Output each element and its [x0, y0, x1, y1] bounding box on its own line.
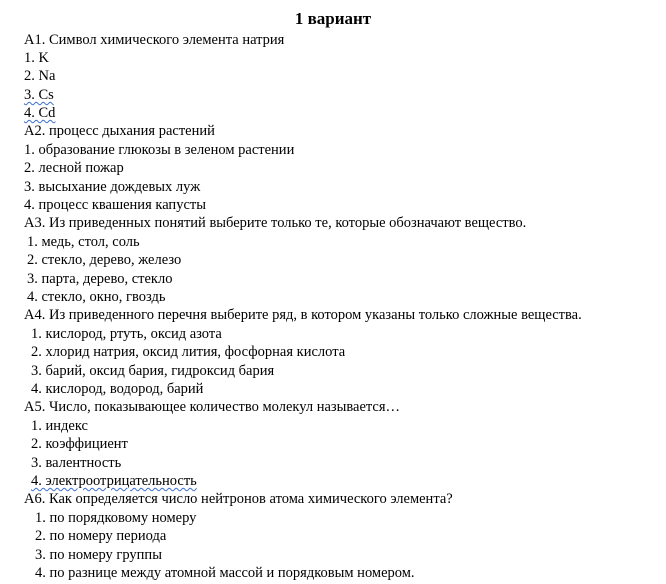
question-a4: А4. Из приведенного перечня выберите ряд, в котором указаны только сложные вещества.: [24, 307, 582, 323]
a6-option-3: 3. по номеру группы: [35, 547, 162, 563]
a6-option-1: 1. по порядковому номеру: [35, 510, 197, 526]
a5-option-3: 3. валентность: [31, 455, 122, 471]
a3-option-4: 4. стекло, окно, гвоздь: [27, 289, 166, 305]
a5-option-4: 4. электроотрицательность: [31, 473, 197, 489]
a1-option-2: 2. Na: [24, 68, 56, 84]
a5-option-1: 1. индекс: [31, 418, 88, 434]
a2-option-3: 3. высыхание дождевых луж: [24, 179, 201, 195]
question-a1: А1. Символ химического элемента натрия: [24, 32, 285, 48]
a4-option-2: 2. хлорид натрия, оксид лития, фосфорная кислота: [31, 344, 346, 360]
a2-option-1: 1. образование глюкозы в зеленом растении: [24, 142, 295, 158]
question-a6: А6. Как определяется число нейтронов атома химического элемента?: [24, 491, 453, 507]
a3-option-1: 1. медь, стол, соль: [27, 234, 140, 250]
question-a3: А3. Из приведенных понятий выберите только те, которые обозначают вещество.: [24, 215, 527, 231]
a3-option-3: 3. парта, дерево, стекло: [27, 271, 173, 287]
a6-option-2: 2. по номеру периода: [35, 528, 167, 544]
a1-option-1: 1. K: [24, 50, 49, 66]
a4-option-1: 1. кислород, ртуть, оксид азота: [31, 326, 222, 342]
a5-option-2: 2. коэффициент: [31, 436, 128, 452]
question-a2: А2. процесс дыхания растений: [24, 123, 215, 139]
a4-option-4: 4. кислород, водород, барий: [31, 381, 204, 397]
question-a5: А5. Число, показывающее количество молекул называется…: [24, 399, 401, 415]
a1-option-4: 4. Cd: [24, 105, 56, 121]
a6-option-4: 4. по разнице между атомной массой и порядковым номером.: [35, 565, 415, 581]
a1-option-3: 3. Cs: [24, 87, 54, 103]
a3-option-2: 2. стекло, дерево, железо: [27, 252, 182, 268]
a2-option-2: 2. лесной пожар: [24, 160, 124, 176]
page-title: 1 вариант: [294, 9, 372, 28]
a4-option-3: 3. барий, оксид бария, гидроксид бария: [31, 363, 275, 379]
a2-option-4: 4. процесс квашения капусты: [24, 197, 206, 213]
